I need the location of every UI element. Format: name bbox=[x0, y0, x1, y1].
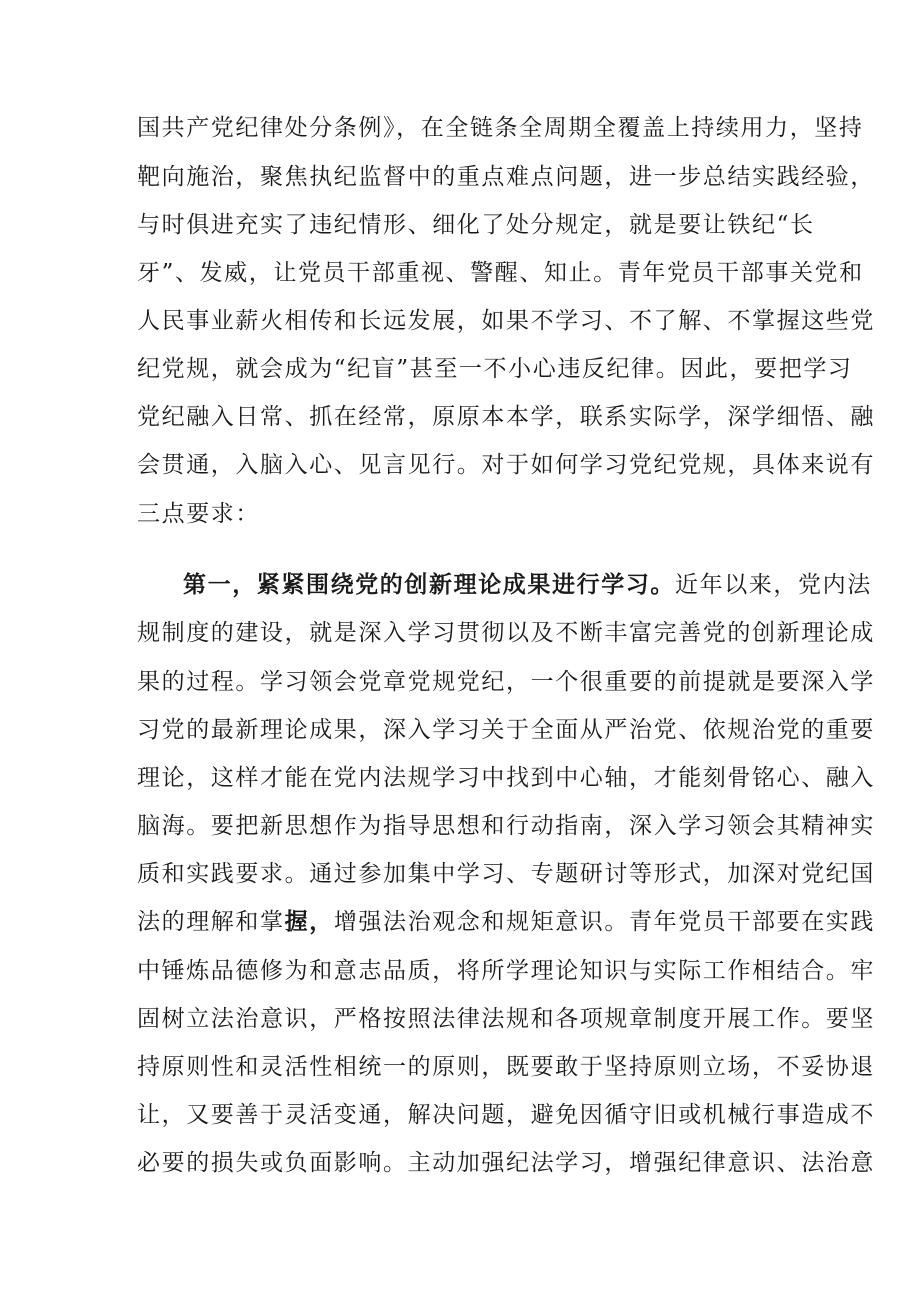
para2-line-3: 果的过程。学习领会党章党规党纪，一个很重要的前提就是要深入学 bbox=[137, 669, 875, 695]
para2-line-12: 让，又要善于灵活变通，解决问题，避免因循守旧或机械行事造成不 bbox=[137, 1102, 875, 1128]
para2-line-11: 持原则性和灵活性相统一的原则，既要敢于坚持原则立场，不妥协退 bbox=[137, 1054, 875, 1080]
para1-line-4: 牙”、发威，让党员干部重视、警醒、知止。青年党员干部事关党和 bbox=[137, 260, 864, 286]
para1-line-5: 人民事业薪火相传和长远发展，如果不学习、不了解、不掌握这些党 bbox=[137, 308, 875, 334]
para1-line-3: 与时俱进充实了违纪情形、细化了处分规定，就是要让铁纪“长 bbox=[137, 212, 815, 238]
para1-line-1: 国共产党纪律处分条例》，在全链条全周期全覆盖上持续用力，坚持 bbox=[137, 115, 864, 141]
para2-line-9: 中锤炼品德修为和意志品质，将所学理论知识与实际工作相结合。牢 bbox=[137, 958, 875, 984]
para2-line-13: 必要的损失或负面影响。主动加强纪法学习，增强纪律意识、法治意 bbox=[137, 1150, 875, 1176]
para2-line-7: 质和实践要求。通过参加集中学习、专题研讨等形式，加深对党纪国 bbox=[137, 861, 875, 887]
para1-line-7: 党纪融入日常、抓在经常，原原本本学，联系实际学，深学细悟、融 bbox=[137, 404, 875, 430]
para2-line-6: 脑海。要把新思想作为指导思想和行动指南，深入学习领会其精神实 bbox=[137, 813, 875, 839]
para2-line8-part-c: 增强法治观念和规矩意识。青年党员干部要在实践 bbox=[333, 909, 876, 935]
para2-line-10: 固树立法治意识，严格按照法律法规和各项规章制度开展工作。要坚 bbox=[137, 1006, 875, 1032]
para2-line-4: 习党的最新理论成果，深入学习关于全面从严治党、依规治党的重要 bbox=[137, 717, 875, 743]
para1-line-2: 靶向施治，聚焦执纪监督中的重点难点问题，进一步总结实践经验， bbox=[137, 164, 875, 190]
para1-line-6: 纪党规，就会成为“纪盲”甚至一不小心违反纪律。因此，要把学习 bbox=[137, 356, 853, 382]
para2-heading: 第一，紧紧围绕党的创新理论成果进行学习。 bbox=[183, 571, 675, 598]
para2-line-2: 规制度的建设，就是深入学习贯彻以及不断丰富完善党的创新理论成 bbox=[137, 620, 875, 646]
para1-line-8: 会贯通，入脑入心、见言见行。对于如何学习党纪党规，具体来说有 bbox=[137, 452, 875, 478]
para2-first-line-rest: 近年以来，党内法 bbox=[675, 572, 872, 598]
para1-line-9: 三点要求： bbox=[137, 501, 260, 527]
para2-line-5: 理论，这样才能在党内法规学习中找到中心轴，才能刻骨铭心、融入 bbox=[137, 765, 875, 791]
para2-line8-part-a: 法的理解和掌 bbox=[137, 909, 285, 935]
para2-line8-part-b: 握， bbox=[284, 908, 334, 935]
para2-line-1 bbox=[183, 570, 872, 600]
para2-line-8 bbox=[137, 907, 875, 937]
